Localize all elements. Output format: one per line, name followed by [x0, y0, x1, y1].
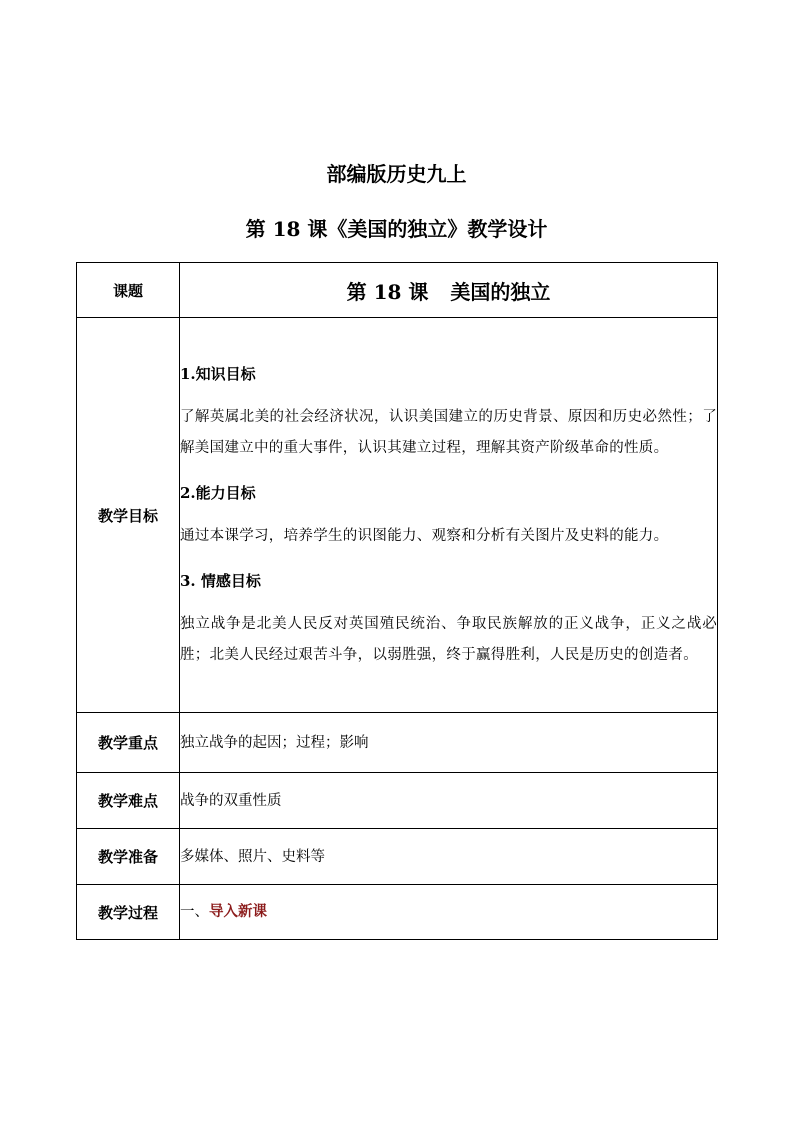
table-row-preparation — [77, 829, 718, 885]
table-row-key-points — [77, 713, 718, 773]
goals-content — [180, 318, 718, 713]
topic-number: 第 18 课 — [346, 279, 429, 304]
process-label: 教学过程 — [77, 885, 180, 940]
process-heading: 导入新课 — [209, 903, 267, 920]
emotion-goal-title: 3. 情感目标 — [180, 572, 261, 590]
process-prefix: 一、 — [180, 904, 209, 920]
key-points-text: 独立战争的起因；过程；影响 — [180, 713, 718, 773]
knowledge-goal-text: 了解英属北美的社会经济状况，认识美国建立的历史背景、原因和历史必然性；了解美国建立中的重大事件，认识其建立过程，理解其资产阶级革命的性质。 — [180, 409, 717, 456]
goals-label: 教学目标 — [77, 318, 180, 713]
emotion-goal-text: 独立战争是北美人民反对英国殖民统治、争取民族解放的正义战争，正义之战必胜；北美人民经过艰苦斗争，以弱胜强，终于赢得胜利，人民是历史的创造者。 — [180, 616, 717, 663]
table-row-process — [77, 885, 718, 940]
key-points-label: 教学重点 — [77, 713, 180, 773]
lesson-plan-table — [76, 262, 718, 940]
table-row-difficulty — [77, 773, 718, 829]
table-row-goals — [77, 318, 718, 713]
process-content — [180, 885, 718, 940]
knowledge-goal-title: 1.知识目标 — [180, 365, 256, 383]
preparation-text: 多媒体、照片、史料等 — [180, 829, 718, 885]
ability-goal-text: 通过本课学习，培养学生的识图能力、观察和分析有关图片及史料的能力。 — [180, 528, 669, 544]
document-title: 部编版历史九上 — [326, 162, 467, 186]
difficulty-label: 教学难点 — [77, 773, 180, 829]
topic-name: 美国的独立 — [450, 279, 551, 304]
document-subtitle: 第 18 课《美国的独立》教学设计 — [245, 217, 548, 241]
ability-goal-title: 2.能力目标 — [180, 484, 256, 502]
topic-label: 课题 — [77, 263, 180, 318]
difficulty-text: 战争的双重性质 — [180, 773, 718, 829]
preparation-label: 教学准备 — [77, 829, 180, 885]
topic-value — [180, 263, 718, 318]
table-row-topic — [77, 263, 718, 318]
